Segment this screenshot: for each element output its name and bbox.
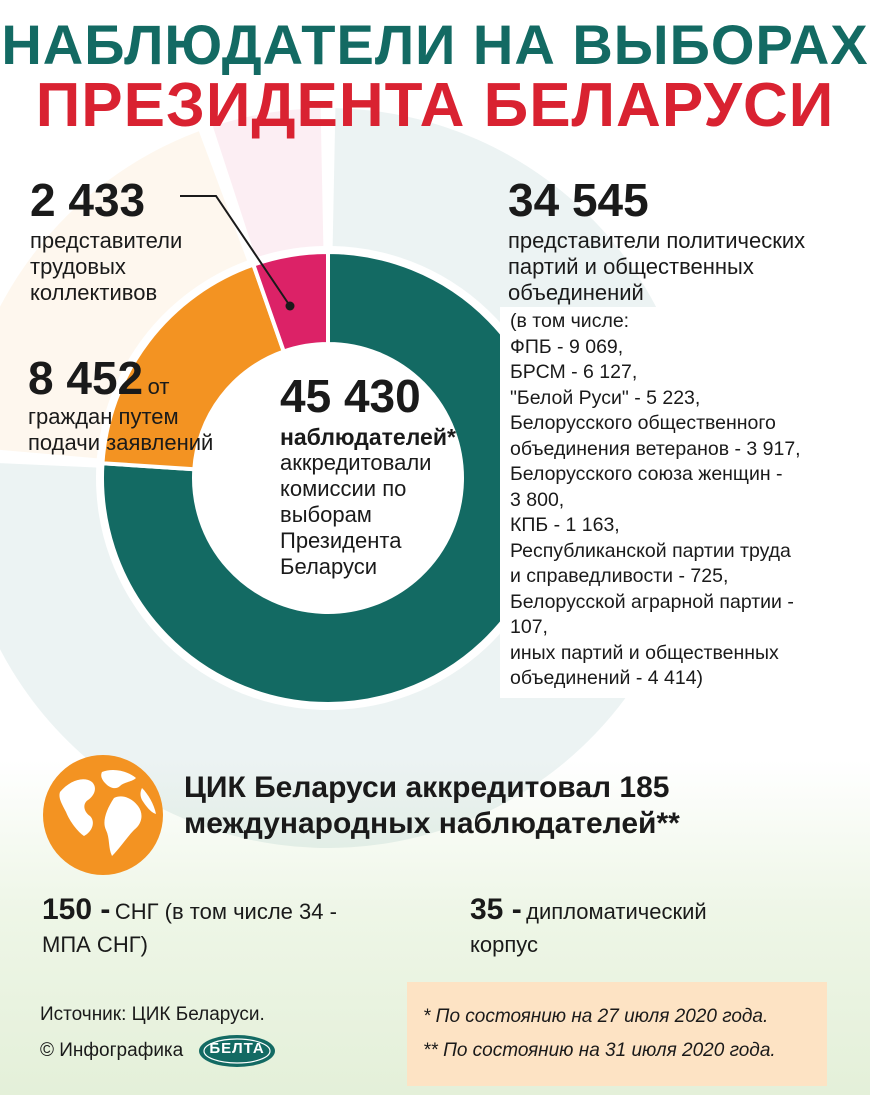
- slice-value: 2 433: [30, 174, 146, 226]
- title-line-2: ПРЕЗИДЕНТА БЕЛАРУСИ: [35, 71, 835, 140]
- belta-logo-text: БЕЛТА: [209, 1040, 265, 1057]
- center-label-line: аккредитовали: [280, 450, 432, 475]
- breakdown-line: ФПБ - 9 069,: [510, 335, 624, 358]
- slice-label-parties: [508, 176, 805, 306]
- breakdown-line: объединений - 4 414): [510, 667, 704, 689]
- party-breakdown: [500, 307, 855, 698]
- cis-count: 150 -: [42, 893, 111, 926]
- international-title: [184, 770, 680, 842]
- slice-label-line: представители политических: [508, 228, 806, 253]
- center-total: 45 430: [280, 370, 421, 422]
- center-label-line: комиссии по: [280, 476, 407, 501]
- slice-label-line: представители: [30, 228, 183, 253]
- breakdown-line: иных партий и общественных: [510, 641, 779, 664]
- breakdown-line: (в том числе:: [510, 310, 630, 332]
- breakdown-line: БРСМ - 6 127,: [510, 361, 638, 383]
- breakdown-line: Белорусского общественного: [510, 412, 776, 434]
- dip-text-2: корпус: [470, 932, 539, 957]
- title-line-1: НАБЛЮДАТЕЛИ НА ВЫБОРАХ: [1, 13, 869, 76]
- breakdown-line: КПБ - 1 163,: [510, 514, 620, 536]
- breakdown-line: 3 800,: [510, 488, 565, 511]
- globe-icon: [40, 752, 166, 878]
- breakdown-line: Республиканской партии труда: [510, 539, 791, 562]
- diplomatic-observers: [470, 895, 707, 960]
- slice-label-line: граждан путем: [28, 404, 179, 429]
- note-2: ** По состоянию на 31 июля 2020 года.: [423, 1040, 776, 1061]
- slice-value: 34 545: [508, 174, 649, 226]
- breakdown-line: и справедливости - 725,: [510, 565, 729, 587]
- breakdown-line: 107,: [510, 616, 548, 638]
- note-1: * По состоянию на 27 июля 2020 года.: [423, 1006, 769, 1027]
- cis-text-2: МПА СНГ): [42, 932, 148, 957]
- international-title-line: ЦИК Беларуси аккредитовал 185: [184, 771, 670, 804]
- center-label-line: Президента: [280, 528, 402, 553]
- pointer-dot: [286, 302, 295, 311]
- source-text: Источник: ЦИК Беларуси.: [40, 1004, 265, 1025]
- breakdown-line: "Белой Руси" - 5 223,: [510, 386, 701, 409]
- slice-label-line: подачи заявлений: [28, 430, 214, 455]
- dip-text: дипломатический: [526, 899, 707, 924]
- breakdown-line: Белорусского союза женщин -: [510, 463, 783, 485]
- center-label-line: Беларуси: [280, 554, 378, 579]
- notes-box: [407, 982, 827, 1086]
- slice-label-labor: [30, 176, 182, 306]
- center-label: [280, 372, 456, 580]
- slice-label-line: партий и общественных: [508, 254, 754, 279]
- breakdown-line: объединения ветеранов - 3 917,: [510, 437, 801, 460]
- cis-observers: [42, 895, 337, 960]
- slice-label-line: объединений: [508, 280, 644, 305]
- cis-text: СНГ (в том числе 34 -: [114, 899, 337, 924]
- slice-label-line: коллективов: [30, 280, 158, 305]
- credit-text: © Инфографика: [40, 1040, 184, 1061]
- breakdown-line: Белорусской аграрной партии -: [510, 590, 794, 613]
- international-title-line: международных наблюдателей**: [184, 807, 680, 840]
- slice-label-citizens: [28, 354, 213, 456]
- slice-value: 8 452: [28, 352, 144, 404]
- slice-value-suffix: от: [147, 374, 170, 399]
- center-label-line: выборам: [280, 502, 372, 527]
- center-bold-label: наблюдателей*: [280, 424, 456, 450]
- slice-label-line: трудовых: [30, 254, 126, 279]
- dip-count: 35 -: [470, 893, 522, 926]
